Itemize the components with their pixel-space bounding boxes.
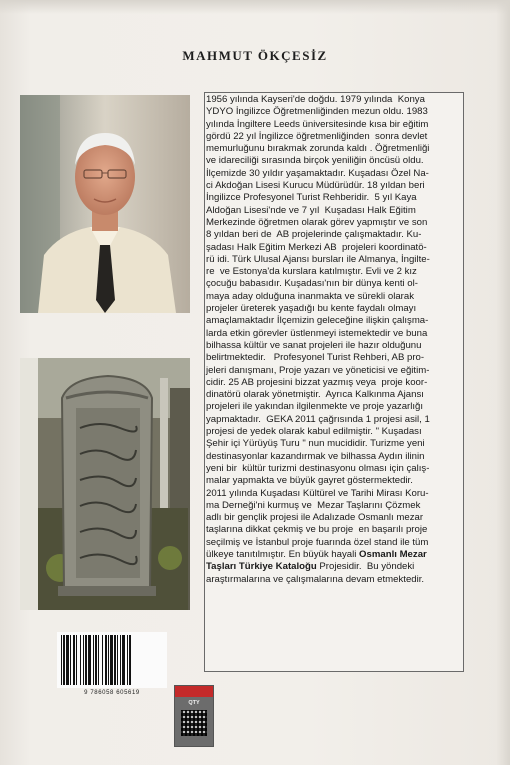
bio-text: projesi de yedek olarak kabul edilmiştir. " Kuşadası [206, 426, 422, 438]
bio-line [206, 217, 464, 229]
bio-line [206, 119, 464, 131]
barcode-bar [93, 635, 94, 685]
bio-line [206, 192, 464, 204]
bio-text: jeleri danışmanı, Proje yazarı ve yöneticisi ve eğitim- [206, 364, 430, 376]
bio-text: yılında İngiltere Leeds üniversitesinde kısa bir eğitim [206, 118, 429, 130]
barcode-bar [102, 635, 103, 685]
sticker-code: QTY [188, 700, 200, 706]
right-edge-shadow [496, 0, 510, 765]
bio-text: dinatörü olarak yönetmiştir. Ayrıca Kalkınma Ajansı [206, 389, 424, 401]
bio-line [206, 94, 464, 106]
author-photo [20, 95, 190, 313]
bio-text: seçilmiş ve İstanbul proje fuarında özel stand ile tüm [206, 536, 429, 548]
bio-line [206, 414, 464, 426]
bio-line [206, 315, 464, 327]
top-edge-shadow [0, 0, 510, 14]
barcode-bar [95, 635, 97, 685]
bio-line [206, 451, 464, 463]
barcode-bar [76, 635, 77, 685]
barcode-bar [80, 635, 81, 685]
bio-line [206, 574, 464, 586]
isbn-barcode [57, 632, 167, 688]
bio-line [206, 106, 464, 118]
barcode-bar [85, 635, 87, 685]
bio-line [206, 377, 464, 389]
bio-text: ülkeye tanıtılmıştır. En büyük hayali [206, 548, 360, 560]
barcode-bar [63, 635, 65, 685]
barcode-bar [83, 635, 84, 685]
barcode-bar [110, 635, 113, 685]
bio-line [206, 266, 464, 278]
ottoman-gravestone-photo [20, 358, 190, 610]
bio-bold-text: Osmanlı Mezar [359, 548, 427, 560]
barcode-bar [127, 635, 128, 685]
bio-text: Aldoğan Lisesi'nde ve 7 yıl Kuşadası Halk Eğitim [206, 204, 416, 216]
bio-text: malar yapmakta ve büyük gayret göstermektedir. [206, 475, 413, 487]
bio-line [206, 291, 464, 303]
bio-text: taşlarına dikkat çekmiş ve bu proje en başarılı proje [206, 524, 428, 536]
bio-text: projeler üreterek yaşadığı bu kente faydalı olmayı [206, 303, 417, 315]
author-name: MAHMUT ÖKÇESİZ [182, 48, 328, 63]
bio-text: projeleri ile yakından ilgilenmekte ve proje yazarlığı [206, 401, 424, 413]
bio-line [206, 328, 464, 340]
barcode-bar [98, 635, 99, 685]
bio-line [206, 561, 464, 573]
bio-bold-text: Taşları Türkiye Kataloğu [206, 561, 317, 573]
bio-line [206, 303, 464, 315]
bio-text: rü idi. Türk Ulusal Ajansı bursları ile Almanya, İngilte- [206, 253, 430, 265]
bio-text: re ve Estonya'da kurslara katılmıştır. Evli ve 2 kız [206, 266, 417, 278]
bio-line [206, 180, 464, 192]
bio-text: yapmaktadır. GEKA 2011 çağrısında 1 projesi asil, 1 [206, 413, 430, 425]
bio-text: 8 yıldan beri de AB projelerinde çalışmaktadır. Ku- [206, 229, 422, 241]
bio-line [206, 254, 464, 266]
bio-line [206, 131, 464, 143]
bio-text: amaçlamaktadır İlçemizin geleceğine ilişkin çalışma- [206, 315, 429, 327]
bio-line [206, 488, 464, 500]
bio-text: adlı bir gençlik projesi ile Adalızade Osmanlı mezar [206, 512, 424, 524]
bio-text: araştırmalarına ve çalışmalarına devam etmektedir. [206, 573, 425, 585]
bio-line [206, 143, 464, 155]
bio-text: ci Akdoğan Lisesi Kurucu Müdürüdür. 18 yıldan beri [206, 180, 425, 192]
bio-text: Şehir içi Yürüyüş Turu " nun mucididir. Turizme yeni [206, 438, 425, 450]
bio-line [206, 365, 464, 377]
bio-text: bilhassa kültür ve sanat projeleri ile hazır olduğunu [206, 339, 422, 351]
barcode-bar [108, 635, 109, 685]
bio-text: YDYO İngilizce Öğretmenliğinden mezun oldu. 1983 [206, 106, 428, 118]
bio-text: yeni bir kültür turizmi destinasyonu olması için çalış- [206, 462, 430, 474]
bio-line [206, 426, 464, 438]
bio-text: gördü 22 yıl İngilizce öğretmenliğinden sonra devlet [206, 130, 428, 142]
barcode-bar [122, 635, 125, 685]
barcode-bar [70, 635, 71, 685]
bio-line [206, 524, 464, 536]
bio-line [206, 401, 464, 413]
bio-line [206, 168, 464, 180]
bio-line [206, 205, 464, 217]
bio-text: cidir. 25 AB projesini bizzat yazmış veya proje koor- [206, 376, 428, 388]
bio-text: 1956 yılında Kayseri'de doğdu. 1979 yılında Konya [206, 94, 425, 105]
bio-line [206, 242, 464, 254]
barcode-bar [117, 635, 118, 685]
bio-line [206, 549, 464, 561]
bio-text: şadası Halk Eğitim Merkezi AB projeleri koordinatö- [206, 241, 427, 253]
bio-line [206, 475, 464, 487]
bio-line [206, 438, 464, 450]
barcode-bar [105, 635, 107, 685]
bio-line [206, 537, 464, 549]
bio-text: çocuğu babasıdır. Kuşadası'nın bir dünya kenti ol- [206, 278, 418, 290]
bio-line [206, 352, 464, 364]
bio-text: destinasyonlar kazandırmak ve bilhassa Aydın ilinin [206, 450, 425, 462]
barcode-bar [129, 635, 131, 685]
barcode-bar [61, 635, 62, 685]
barcode-bar [114, 635, 116, 685]
bio-text: Projesidir. Bu yöndeki [316, 561, 415, 573]
barcode-bar [66, 635, 69, 685]
isbn-number: 9 786058 605619 [84, 690, 140, 696]
bio-line [206, 389, 464, 401]
bio-text: ma Derneği'ni kurmuş ve Mezar Taşlarını Çözmek [206, 499, 421, 511]
barcode-bar [120, 635, 121, 685]
author-biography [206, 94, 464, 586]
barcode-bar [73, 635, 75, 685]
bio-line [206, 229, 464, 241]
barcode-bar [88, 635, 91, 685]
bio-text: İngilizce Profesyonel Turist Rehberidir. 5 yıl Kaya [206, 192, 417, 204]
store-sticker [174, 685, 214, 747]
bio-text: belirtmektedir. Profesyonel Turist Rehberi, AB pro- [206, 352, 425, 364]
bio-line [206, 500, 464, 512]
bio-text: ve idareciliği sırasında birçok yeniliğin öncüsü oldu. [206, 155, 424, 167]
bio-line [206, 512, 464, 524]
bio-line [206, 278, 464, 290]
bio-text: Merkezinde öğretmen olarak görev yapmıştır ve son [206, 216, 428, 228]
bio-text: 2011 yılında Kuşadası Kültürel ve Tarihi Mirası Koru- [206, 487, 429, 499]
sticker-band [175, 686, 213, 697]
bio-line [206, 463, 464, 475]
bio-line [206, 155, 464, 167]
bio-line [206, 340, 464, 352]
bio-text: İlçemizde 30 yıldır yaşamaktadır. Kuşadası Özel Na- [206, 167, 429, 179]
qr-code-icon [181, 710, 207, 736]
bio-text: memurluğunu bırakmak zorunda kaldı . Öğretmenliği [206, 143, 430, 155]
bio-text: maya aday olduğuna inanmakta ve sürekli olarak [206, 290, 414, 302]
bio-text: larda etkin görevler üstlenmeyi istemektedir ve buna [206, 327, 428, 339]
